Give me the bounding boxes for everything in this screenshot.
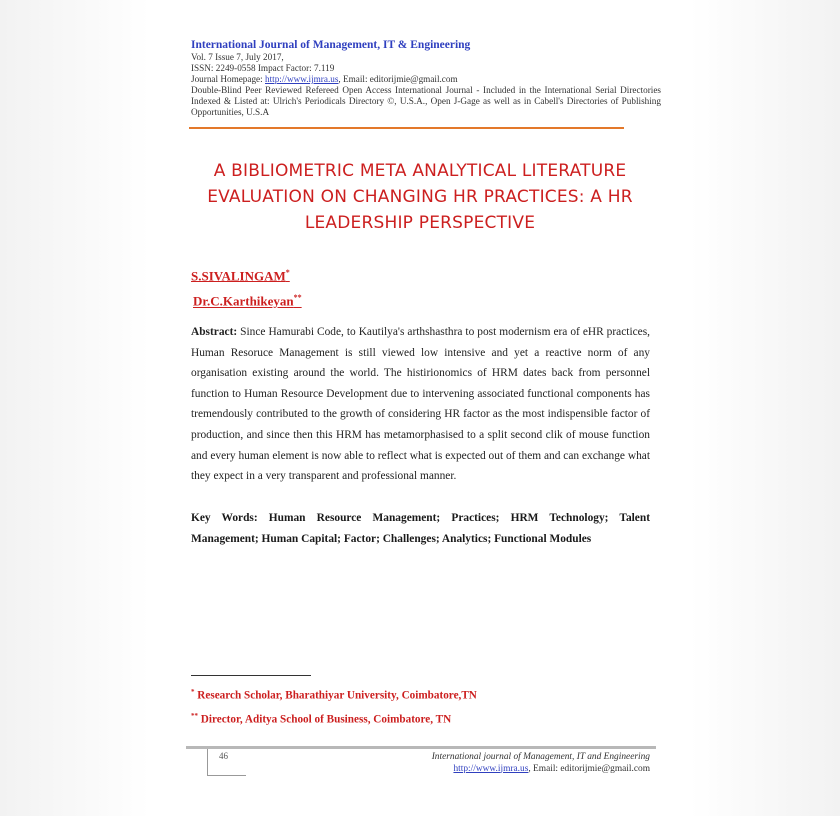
author-1-mark: * — [285, 268, 290, 277]
footer-journal: International journal of Management, IT and Engineering — [431, 752, 650, 762]
right-margin-shade — [690, 0, 840, 816]
paper-title — [189, 158, 651, 236]
keywords: Key Words: Human Resource Management; Practices; HRM Technology; Talent Management; Human Capital; Factor; Challenges; Analytics; Functional Modules — [191, 512, 650, 545]
footer-contact — [432, 764, 650, 776]
abstract-label: Abstract: — [191, 326, 238, 338]
page-number: 46 — [219, 751, 228, 761]
title-line-1: A BIBLIOMETRIC META ANALYTICAL LITERATURE — [213, 161, 627, 181]
journal-indexing: Double-Blind Peer Reviewed Refereed Open Access International Journal - Included in the International Serial Directories Indexed & Listed at: Ulrich's Periodicals Directory ©, U.S.A., Open J-Gage as well as in Cabell's Directories of Publishing Opportunities, U.S.A — [191, 85, 661, 117]
journal-volume: Vol. 7 Issue 7, July 2017, — [191, 52, 284, 62]
footnote-2-mark: ** — [191, 711, 198, 720]
abstract-text: Since Hamurabi Code, to Kautilya's arthshasthra to post modernism era of eHR practices, Human Resoruce Management is still viewed low intensive and yet a reactive norm of any organisation existing around the world. The histirionomics of HRM dates back from personnel function to Human Resource Development due to intervening associated functional components has tremendously contributed to the growth of considering HR factor as the most indispensible factor of production, and since then this HRM has metamorphasised to a split second clik of mouse function and every human element is now able to reflect what is expected out of them and can exchange what they expect in a very transparent and professional manner. — [191, 326, 650, 483]
homepage-link[interactable]: http://www.ijmra.us — [265, 74, 339, 84]
footer-link[interactable]: http://www.ijmra.us — [453, 763, 529, 774]
author-2 — [193, 287, 302, 312]
header-rule — [189, 127, 624, 129]
footer-email: , Email: editorijmie@gmail.com — [528, 763, 650, 774]
footnotes — [191, 682, 477, 729]
author-2-name: Dr.C.Karthikeyan — [193, 293, 294, 309]
author-1 — [191, 262, 302, 287]
journal-homepage — [191, 74, 661, 85]
journal-header — [191, 38, 661, 118]
footnote-1-mark: * — [191, 688, 195, 696]
homepage-label: Journal Homepage: — [191, 74, 265, 84]
footer-rule — [186, 746, 656, 749]
footnote-2 — [191, 706, 477, 730]
header-email: , Email: editorijmie@gmail.com — [338, 74, 458, 84]
author-1-name: S.SIVALINGAM — [191, 268, 286, 284]
title-line-3: LEADERSHIP PERSPECTIVE — [304, 213, 536, 233]
abstract — [191, 322, 650, 487]
footnote-2-text: Director, Aditya School of Business, Coimbatore, TN — [198, 713, 452, 726]
footnote-1-text: Research Scholar, Bharathiyar University, Coimbatore,TN — [194, 689, 477, 702]
footnote-1 — [191, 682, 477, 706]
author-2-mark: ** — [293, 293, 302, 303]
author-list — [191, 262, 302, 313]
title-line-2: EVALUATION ON CHANGING HR PRACTICES: A HR — [207, 187, 633, 207]
left-margin-shade — [0, 0, 150, 816]
journal-title: International Journal of Management, IT & Engineering — [191, 39, 471, 51]
footnote-rule — [191, 675, 311, 676]
journal-footer — [432, 752, 650, 775]
journal-issn: ISSN: 2249-0558 Impact Factor: 7.119 — [191, 63, 335, 73]
